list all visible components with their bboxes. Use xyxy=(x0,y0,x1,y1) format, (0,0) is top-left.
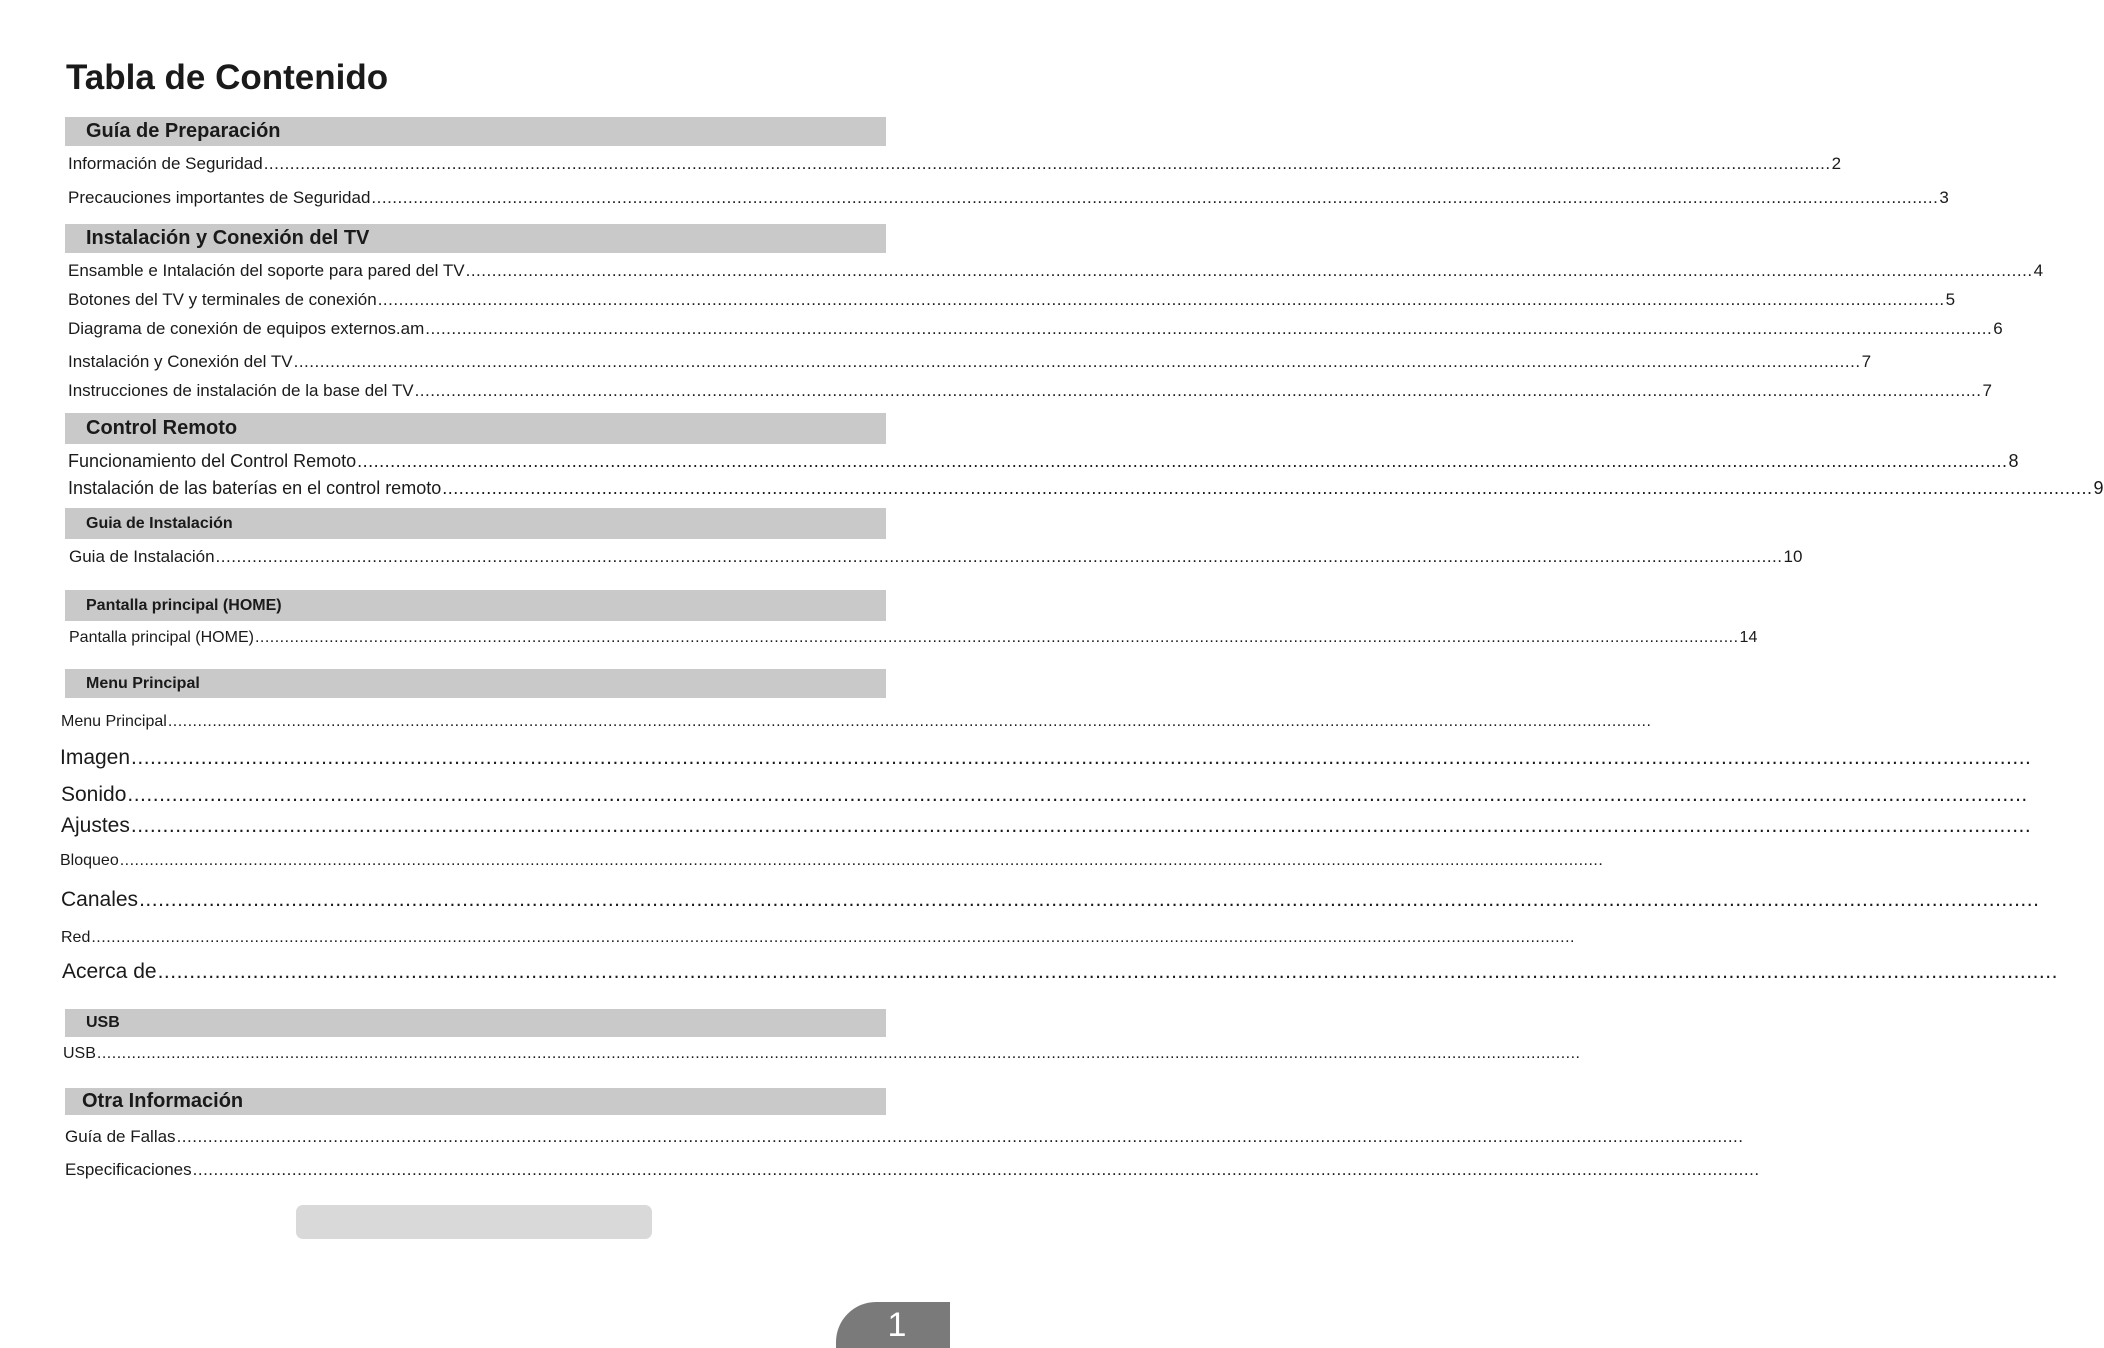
toc-entry-label: Instalación de las baterías en el control remoto xyxy=(68,478,442,498)
page-number-tab xyxy=(836,1302,950,1348)
toc-entry-label: Instrucciones de instalación de la base del TV xyxy=(68,381,414,400)
section-header-pantalla-principal: Pantalla principal (HOME) xyxy=(65,590,886,621)
toc-entry-page: 3 xyxy=(1939,188,1949,207)
toc-entry-menu-principal[interactable] xyxy=(61,713,1652,731)
toc-entry-page: 2 xyxy=(1831,154,1842,173)
toc-entry-label: Pantalla principal (HOME) xyxy=(69,629,254,646)
toc-entry-label: Guía de Fallas xyxy=(65,1127,176,1146)
toc-entry-page: 4 xyxy=(2033,261,2044,280)
toc-entry-label: Botones del TV y terminales de conexión xyxy=(68,290,377,309)
dot-leader: ............................................................................................................................................................................................................................................................................................................ xyxy=(254,629,1739,646)
dot-leader: ............................................................................................................................................................................................................................................................................................................ xyxy=(139,888,2040,911)
toc-entry-label: Canales xyxy=(61,888,139,911)
dot-leader: ............................................................................................................................................................................................................................................................................................................ xyxy=(157,960,2058,983)
toc-entry-label: USB xyxy=(63,1045,96,1062)
toc-entry-botones[interactable] xyxy=(68,290,1956,310)
toc-entry-pantalla-principal[interactable] xyxy=(69,629,1758,647)
toc-entry-funcionamiento[interactable] xyxy=(68,451,2019,472)
toc-entry-label: Red xyxy=(61,929,91,946)
toc-entry-label: Menu Principal xyxy=(61,713,167,730)
toc-entry-page: 5 xyxy=(1945,290,1956,309)
toc-entry-label: Diagrama de conexión de equipos externos.am xyxy=(68,319,425,338)
toc-entry-diagrama[interactable] xyxy=(68,319,2003,339)
toc-entry-label: Acerca de xyxy=(62,960,157,983)
section-header-guia-de-preparacion: Guía de Preparación xyxy=(65,117,886,146)
toc-entry-sonido[interactable] xyxy=(61,783,2028,807)
dot-leader: ............................................................................................................................................................................................................................................................................................................ xyxy=(130,814,2032,837)
section-header-guia-de-instalacion: Guia de Instalación xyxy=(65,508,886,539)
section-header-otra-informacion: Otra Información xyxy=(65,1088,886,1115)
dot-leader: ............................................................................................................................................................................................................................................................................................................ xyxy=(96,1045,1581,1062)
page-number: 1 xyxy=(887,1305,907,1344)
dot-leader: ............................................................................................................................................................................................................................................................................................................ xyxy=(127,783,2028,806)
toc-entry-label: Información de Seguridad xyxy=(68,154,263,173)
toc-entry-instrucciones-base[interactable] xyxy=(68,381,1992,401)
toc-entry-ensamble[interactable] xyxy=(68,261,2044,281)
dot-leader: ............................................................................................................................................................................................................................................................................................................ xyxy=(371,188,1939,207)
toc-entry-label: Ajustes xyxy=(61,814,130,837)
toc-entry-imagen[interactable] xyxy=(60,746,2032,770)
page-title: Tabla de Contenido xyxy=(66,58,389,97)
section-header-control-remoto: Control Remoto xyxy=(65,413,886,444)
dot-leader: ............................................................................................................................................................................................................................................................................................................ xyxy=(293,352,1861,371)
dot-leader: ............................................................................................................................................................................................................................................................................................................ xyxy=(176,1127,1744,1146)
toc-entry-precauciones[interactable] xyxy=(68,188,1949,208)
toc-entry-instalacion-conexion-tv[interactable] xyxy=(68,352,1872,372)
dot-leader: ............................................................................................................................................................................................................................................................................................................ xyxy=(442,478,2093,498)
dot-leader: ............................................................................................................................................................................................................................................................................................................ xyxy=(215,547,1783,566)
toc-entry-page: 14 xyxy=(1739,629,1758,646)
toc-entry-guia-de-fallas[interactable] xyxy=(65,1127,1744,1147)
section-header-usb: USB xyxy=(65,1009,886,1037)
toc-entry-page: 7 xyxy=(1861,352,1872,371)
toc-entry-page: 9 xyxy=(2093,478,2104,498)
toc-entry-acerca-de[interactable] xyxy=(62,960,2058,984)
dot-leader: ............................................................................................................................................................................................................................................................................................................ xyxy=(119,852,1604,869)
toc-entry-baterias[interactable] xyxy=(68,478,2104,499)
toc-entry-canales[interactable] xyxy=(61,888,2040,912)
dot-leader: ............................................................................................................................................................................................................................................................................................................ xyxy=(167,713,1652,730)
dot-leader: ............................................................................................................................................................................................................................................................................................................ xyxy=(357,451,2008,471)
dot-leader: ............................................................................................................................................................................................................................................................................................................ xyxy=(414,381,1982,400)
toc-entry-label: Instalación y Conexión del TV xyxy=(68,352,293,371)
decorative-bar xyxy=(296,1205,652,1239)
dot-leader: ............................................................................................................................................................................................................................................................................................................ xyxy=(192,1160,1760,1179)
toc-entry-label: Precauciones importantes de Seguridad xyxy=(68,188,371,207)
toc-entry-label: Ensamble e Intalación del soporte para pared del TV xyxy=(68,261,465,280)
toc-entry-guia-de-instalacion[interactable] xyxy=(69,547,1803,567)
toc-entry-usb[interactable] xyxy=(63,1045,1581,1063)
dot-leader: ............................................................................................................................................................................................................................................................................................................ xyxy=(377,290,1945,309)
dot-leader: ............................................................................................................................................................................................................................................................................................................ xyxy=(131,746,2032,769)
dot-leader: ............................................................................................................................................................................................................................................................................................................ xyxy=(91,929,1575,946)
section-header-menu-principal: Menu Principal xyxy=(65,669,886,698)
toc-entry-page: 6 xyxy=(1993,319,2003,338)
toc-entry-page: 10 xyxy=(1783,547,1803,566)
toc-entry-label: Especificaciones xyxy=(65,1160,192,1179)
dot-leader: ............................................................................................................................................................................................................................................................................................................ xyxy=(425,319,1993,338)
toc-entry-ajustes[interactable] xyxy=(61,814,2032,838)
dot-leader: ............................................................................................................................................................................................................................................................................................................ xyxy=(263,154,1831,173)
toc-entry-label: Funcionamiento del Control Remoto xyxy=(68,451,357,471)
toc-entry-label: Sonido xyxy=(61,783,127,806)
toc-entry-page: 8 xyxy=(2008,451,2019,471)
toc-entry-informacion-de-seguridad[interactable] xyxy=(68,154,1842,174)
section-header-instalacion-conexion: Instalación y Conexión del TV xyxy=(65,224,886,253)
toc-entry-bloqueo[interactable] xyxy=(60,852,1604,870)
toc-entry-label: Imagen xyxy=(60,746,131,769)
toc-entry-label: Bloqueo xyxy=(60,852,119,869)
toc-entry-page: 7 xyxy=(1982,381,1992,400)
toc-entry-red[interactable] xyxy=(61,929,1575,947)
dot-leader: ............................................................................................................................................................................................................................................................................................................ xyxy=(465,261,2033,280)
toc-entry-label: Guia de Instalación xyxy=(69,547,215,566)
toc-entry-especificaciones[interactable] xyxy=(65,1160,1760,1180)
